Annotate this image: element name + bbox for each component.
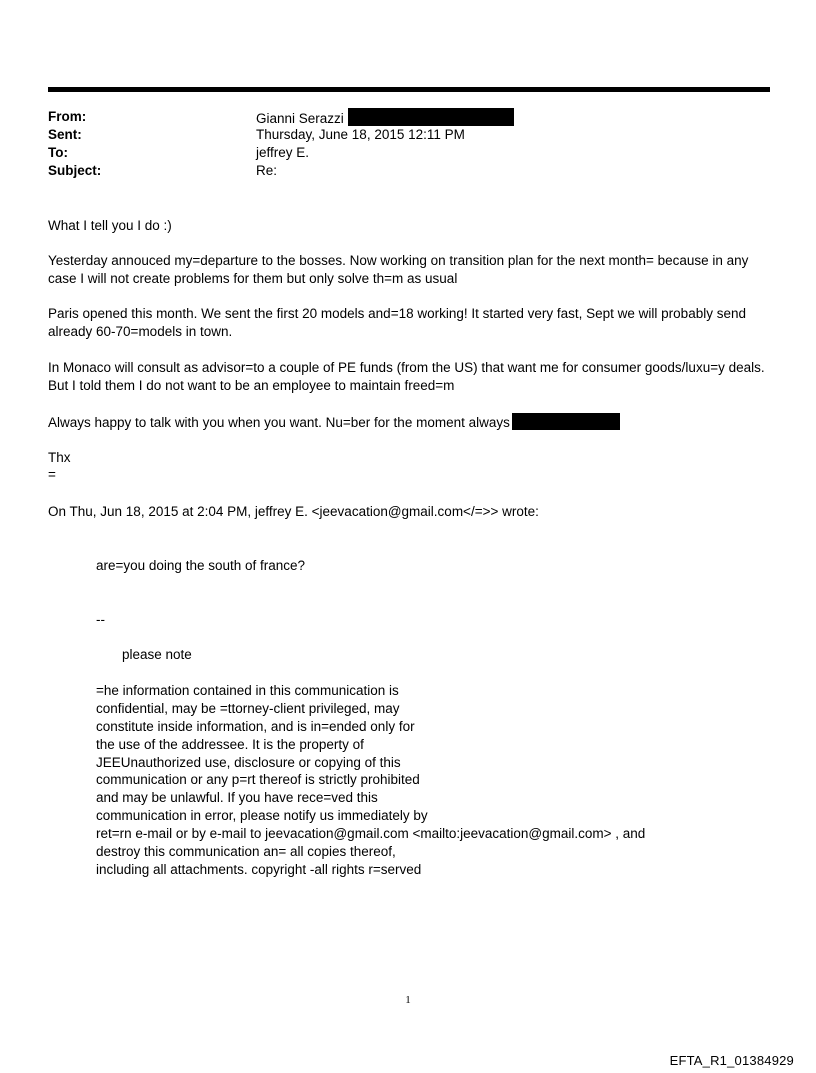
disclaimer-line: ret=rn e-mail or by e-mail to jeevacation@gmail.com <mailto:jeevacation@gmail.com> , and (96, 826, 646, 841)
body-line: Yesterday annouced my=departure to the bosses. Now working on transition plan for the next month= because in any (48, 253, 749, 268)
disclaimer-line: and may be unlawful. If you have rece=ved this (96, 790, 378, 805)
from-value (256, 108, 514, 128)
please-note: please note (122, 647, 192, 662)
redaction-box (348, 108, 514, 126)
to-value: jeffrey E. (256, 145, 310, 160)
body-line: What I tell you I do :) (48, 218, 172, 233)
sender-name: Gianni Serazzi (256, 111, 344, 126)
body-line (48, 413, 620, 432)
signoff: Thx (48, 450, 71, 465)
body-line: Paris opened this month. We sent the first 20 models and=18 working! It started very fast, Sept we will probably send (48, 306, 746, 321)
body-line: In Monaco will consult as advisor=to a couple of PE funds (from the US) that want me for consumer goods/luxu=y deals. (48, 360, 765, 375)
page-number: 1 (405, 994, 411, 1006)
disclaimer-line: constitute inside information, and is in=ended only for (96, 719, 415, 734)
sent-value: Thursday, June 18, 2015 12:11 PM (256, 127, 465, 142)
header-rule (48, 87, 770, 92)
to-label: To: (48, 145, 68, 160)
disclaimer-line: communication in error, please notify us immediately by (96, 808, 428, 823)
body-line: But I told them I do not want to be an employee to maintain freed=m (48, 378, 455, 393)
document-id: EFTA_R1_01384929 (669, 1053, 794, 1068)
disclaimer-line: communication or any p=rt thereof is strictly prohibited (96, 772, 420, 787)
sent-label: Sent: (48, 127, 82, 142)
signoff-eq: = (48, 467, 56, 482)
disclaimer-line: including all attachments. copyright -all rights r=served (96, 862, 422, 877)
quoted-question: are=you doing the south of france? (96, 558, 306, 573)
disclaimer-line: the use of the addressee. It is the property of (96, 737, 364, 752)
redaction-box (512, 413, 620, 430)
quote-attribution: On Thu, Jun 18, 2015 at 2:04 PM, jeffrey E. <jeevacation@gmail.com</=>> wrote: (48, 504, 539, 519)
body-line: already 60-70=models in town. (48, 324, 233, 339)
disclaimer-line: JEEUnauthorized use, disclosure or copying of this (96, 755, 401, 770)
subject-label: Subject: (48, 163, 102, 178)
disclaimer-line: confidential, may be =ttorney-client privileged, may (96, 701, 400, 716)
from-label: From: (48, 109, 87, 124)
signature-dash: -- (96, 612, 105, 627)
disclaimer-line: destroy this communication an= all copies thereof, (96, 844, 396, 859)
subject-value: Re: (256, 163, 278, 178)
phone-line-text: Always happy to talk with you when you want. Nu=ber for the moment always (48, 415, 510, 430)
body-line: case I will not create problems for them but only solve th=m as usual (48, 271, 458, 286)
disclaimer-line: =he information contained in this communication is (96, 683, 399, 698)
